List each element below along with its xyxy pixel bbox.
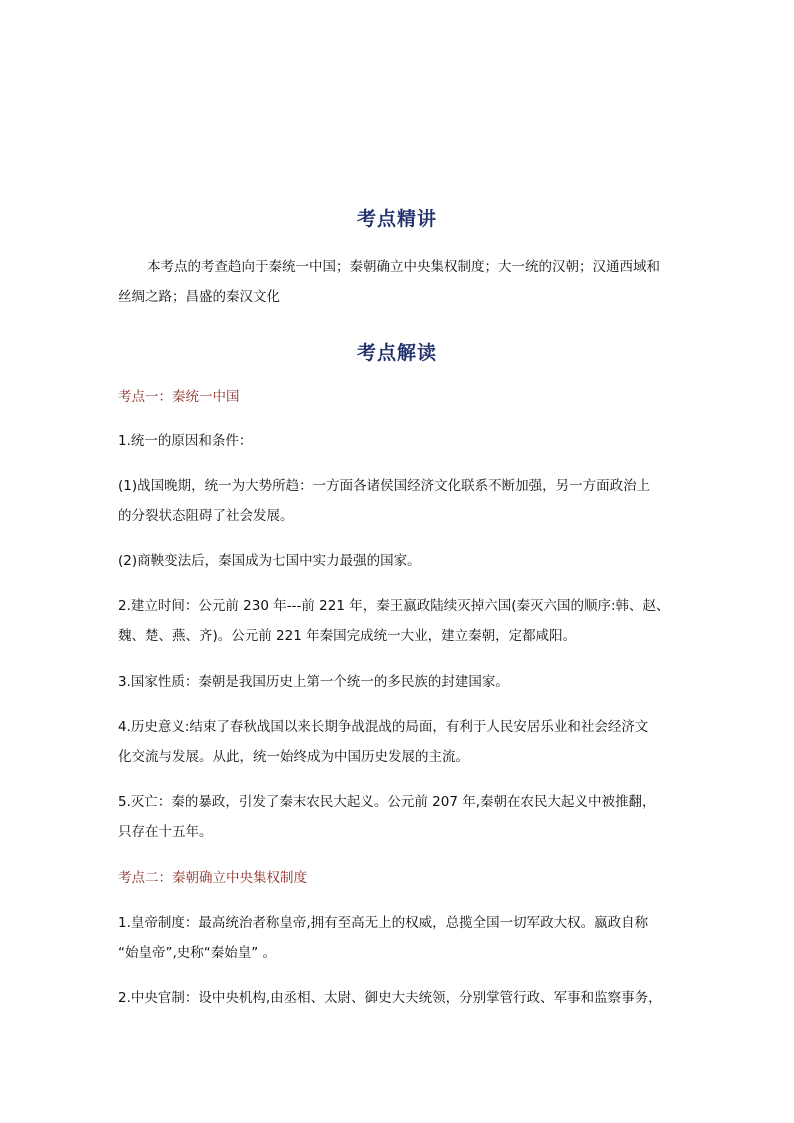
section-title-kaodian-jingjiang: 考点精讲 — [356, 208, 437, 230]
paragraph-line: 的分裂状态阻碍了社会发展。 — [118, 508, 294, 524]
section-title-kaodian-jiedu: 考点解读 — [356, 342, 437, 364]
paragraph-line: (1)战国晚期，统一为大势所趋：一方面各诸侯国经济文化联系不断加强，另一方面政治上 — [118, 478, 651, 494]
paragraph-line: 3.国家性质：秦朝是我国历史上第一个统一的多民族的封建国家。 — [118, 674, 509, 690]
paragraph-line: “始皇帝”,史称“秦始皇” 。 — [118, 945, 277, 961]
paragraph-line: 2.建立时间：公元前 230 年---前 221 年，秦王嬴政陆续灭掉六国(秦灭六国的顺序:韩、赵、 — [118, 598, 670, 614]
paragraph-line: (2)商鞅变法后，秦国成为七国中实力最强的国家。 — [118, 553, 421, 569]
topic-heading-2: 考点二：秦朝确立中央集权制度 — [118, 870, 307, 886]
intro-text-line-2: 丝绸之路；昌盛的秦汉文化 — [118, 289, 280, 305]
paragraph-line: 魏、楚、燕、齐)。公元前 221 年秦国完成统一大业，建立秦朝，定都咸阳。 — [118, 628, 577, 644]
intro-text-line-1: 本考点的考查趋向于秦统一中国；秦朝确立中央集权制度；大一统的汉朝；汉通西域和 — [147, 259, 660, 275]
paragraph-line: 2.中央官制：设中央机构,由丞相、太尉、御史大夫统领，分别掌管行政、军事和监察事务， — [118, 990, 662, 1006]
paragraph-line: 5.灭亡：秦的暴政，引发了秦末农民大起义。公元前 207 年,秦朝在农民大起义中被推翻， — [118, 794, 656, 810]
paragraph-line: 化交流与发展。从此，统一始终成为中国历史发展的主流。 — [118, 749, 469, 765]
paragraph-line: 1.皇帝制度：最高统治者称皇帝,拥有至高无上的权威，总揽全国一切军政大权。嬴政自称 — [118, 915, 649, 931]
paragraph-line: 只存在十五年。 — [118, 824, 213, 840]
paragraph-line: 4.历史意义:结束了春秋战国以来长期争战混战的局面，有利于人民安居乐业和社会经济文 — [118, 719, 649, 735]
topic-heading-1: 考点一：秦统一中国 — [118, 389, 240, 405]
paragraph-line: 1.统一的原因和条件： — [118, 433, 253, 449]
